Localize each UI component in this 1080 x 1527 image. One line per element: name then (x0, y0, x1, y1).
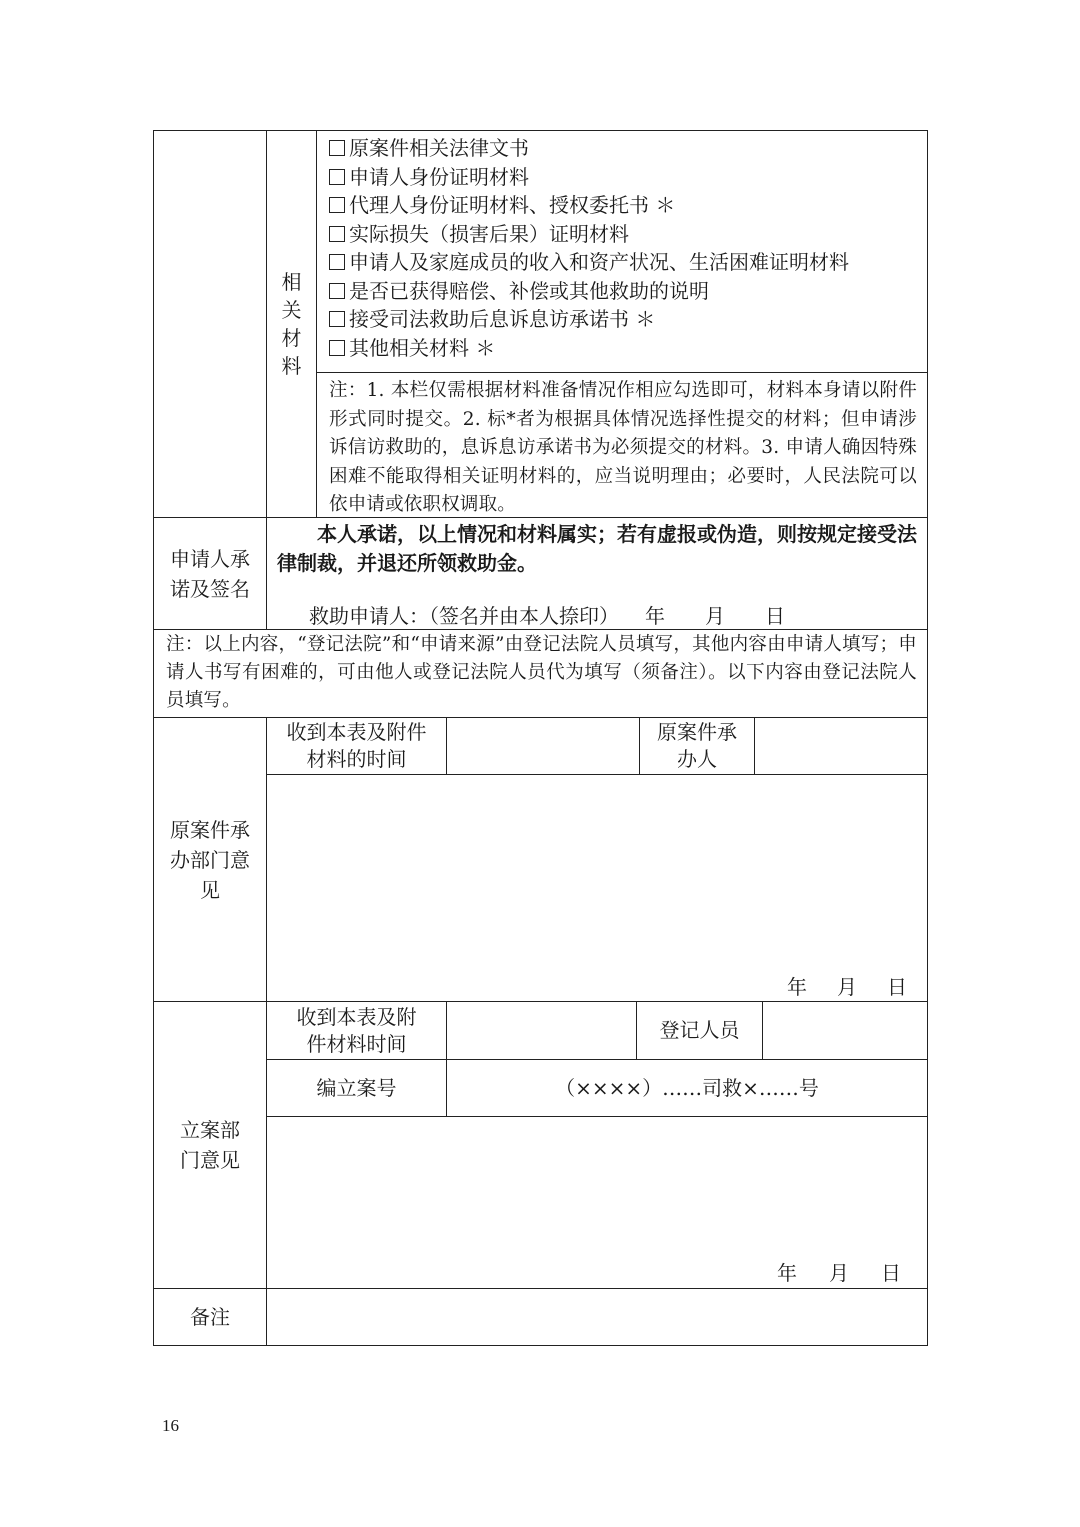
pledge-label: 申请人承诺及签名 (170, 546, 250, 601)
original-handler-value-cell[interactable] (754, 717, 928, 775)
material-item[interactable]: 代理人身份证明材料、授权委托书 ＊ (329, 191, 927, 220)
original-opinion-cell[interactable] (266, 774, 928, 1002)
signature-line[interactable]: 救助申请人：（签名并由本人捺印） 年 月 日 (309, 602, 785, 631)
case-no-value-cell[interactable] (446, 1059, 928, 1117)
original-dept-label: 原案件承办部门意见 (170, 817, 250, 902)
remarks-label-cell (153, 1288, 267, 1346)
materials-checklist (329, 134, 927, 362)
checkbox[interactable] (329, 311, 345, 327)
registrar-label: 登记人员 (659, 1018, 740, 1043)
filing-opinion-date: 年 月 日 (777, 1261, 901, 1285)
materials-label: 相关材料 (281, 270, 302, 378)
pledge-label-cell (153, 517, 267, 630)
checkbox[interactable] (329, 254, 345, 270)
original-received-value-cell[interactable] (446, 717, 640, 775)
materials-label-cell (266, 130, 317, 518)
case-no-label: 编立案号 (316, 1075, 397, 1100)
checkbox[interactable] (329, 283, 345, 299)
materials-note-cell (316, 372, 928, 518)
original-handler-label-cell (639, 717, 755, 775)
footnote-text: 注：以上内容，“登记法院”和“申请来源”由登记法院人员填写，其他内容由申请人填写；申请人书写有困难的，可由他人或登记法院人员代为填写（须备注）。以下内容由登记法院人员填写。 (166, 634, 918, 711)
filing-received-label-cell (266, 1001, 447, 1060)
material-item[interactable]: 申请人身份证明材料 (329, 163, 927, 192)
registrar-label-cell (636, 1001, 763, 1060)
signature-label: 救助申请人：（签名并由本人捺印） (309, 604, 619, 628)
checkbox[interactable] (329, 340, 345, 356)
filing-received-label: 收到本表及附件材料时间 (296, 1004, 417, 1056)
material-item[interactable]: 接受司法救助后息诉息访承诺书 ＊ (329, 305, 927, 334)
footnote-cell (153, 629, 928, 718)
pledge-text: 本人承诺，以上情况和材料属实；若有虚报或伪造，则按规定接受法律制裁，并退还所领救助金。 (277, 522, 917, 575)
material-item[interactable]: 其他相关材料 ＊ (329, 334, 927, 363)
filing-dept-label: 立案部门意见 (180, 1118, 240, 1172)
original-received-label-cell (266, 717, 447, 775)
remarks-value-cell[interactable] (266, 1288, 928, 1346)
filing-received-value-cell[interactable] (446, 1001, 637, 1060)
checkbox[interactable] (329, 226, 345, 242)
material-item[interactable]: 实际损失（损害后果）证明材料 (329, 220, 927, 249)
original-handler-label: 原案件承办人 (657, 720, 737, 771)
case-no-value: （××××）……司救×……号 (555, 1075, 819, 1100)
materials-note: 注：1. 本栏仅需根据材料准备情况作相应勾选即可，材料本身请以附件形式同时提交。2. 标*者为根据具体情况选择性提交的材料；但申请涉诉信访救助的，息诉息访承诺书为必须提交的材料。3. 申请人确因特殊困难不能取得相关证明材料的，应当说明理由；必要时，人民法院可以依申请或依职权调取。 (329, 380, 917, 515)
filing-opinion-cell[interactable] (266, 1116, 928, 1289)
material-item[interactable]: 原案件相关法律文书 (329, 134, 927, 163)
checkbox[interactable] (329, 140, 345, 156)
filing-dept-label-cell (153, 1001, 267, 1289)
case-no-label-cell (266, 1059, 447, 1117)
materials-checklist-cell (316, 130, 928, 373)
original-opinion-date: 年 月 日 (787, 975, 907, 999)
original-dept-label-cell (153, 717, 267, 1002)
materials-outer-cell (153, 130, 267, 518)
page-number: 16 (162, 1416, 179, 1435)
remarks-label: 备注 (190, 1304, 230, 1329)
material-item[interactable]: 申请人及家庭成员的收入和资产状况、生活困难证明材料 (329, 248, 927, 277)
original-received-label: 收到本表及附件材料的时间 (286, 720, 427, 771)
pledge-content-cell (266, 517, 928, 630)
checkbox[interactable] (329, 197, 345, 213)
material-item[interactable]: 是否已获得赔偿、补偿或其他救助的说明 (329, 277, 927, 306)
checkbox[interactable] (329, 169, 345, 185)
registrar-value-cell[interactable] (762, 1001, 928, 1060)
